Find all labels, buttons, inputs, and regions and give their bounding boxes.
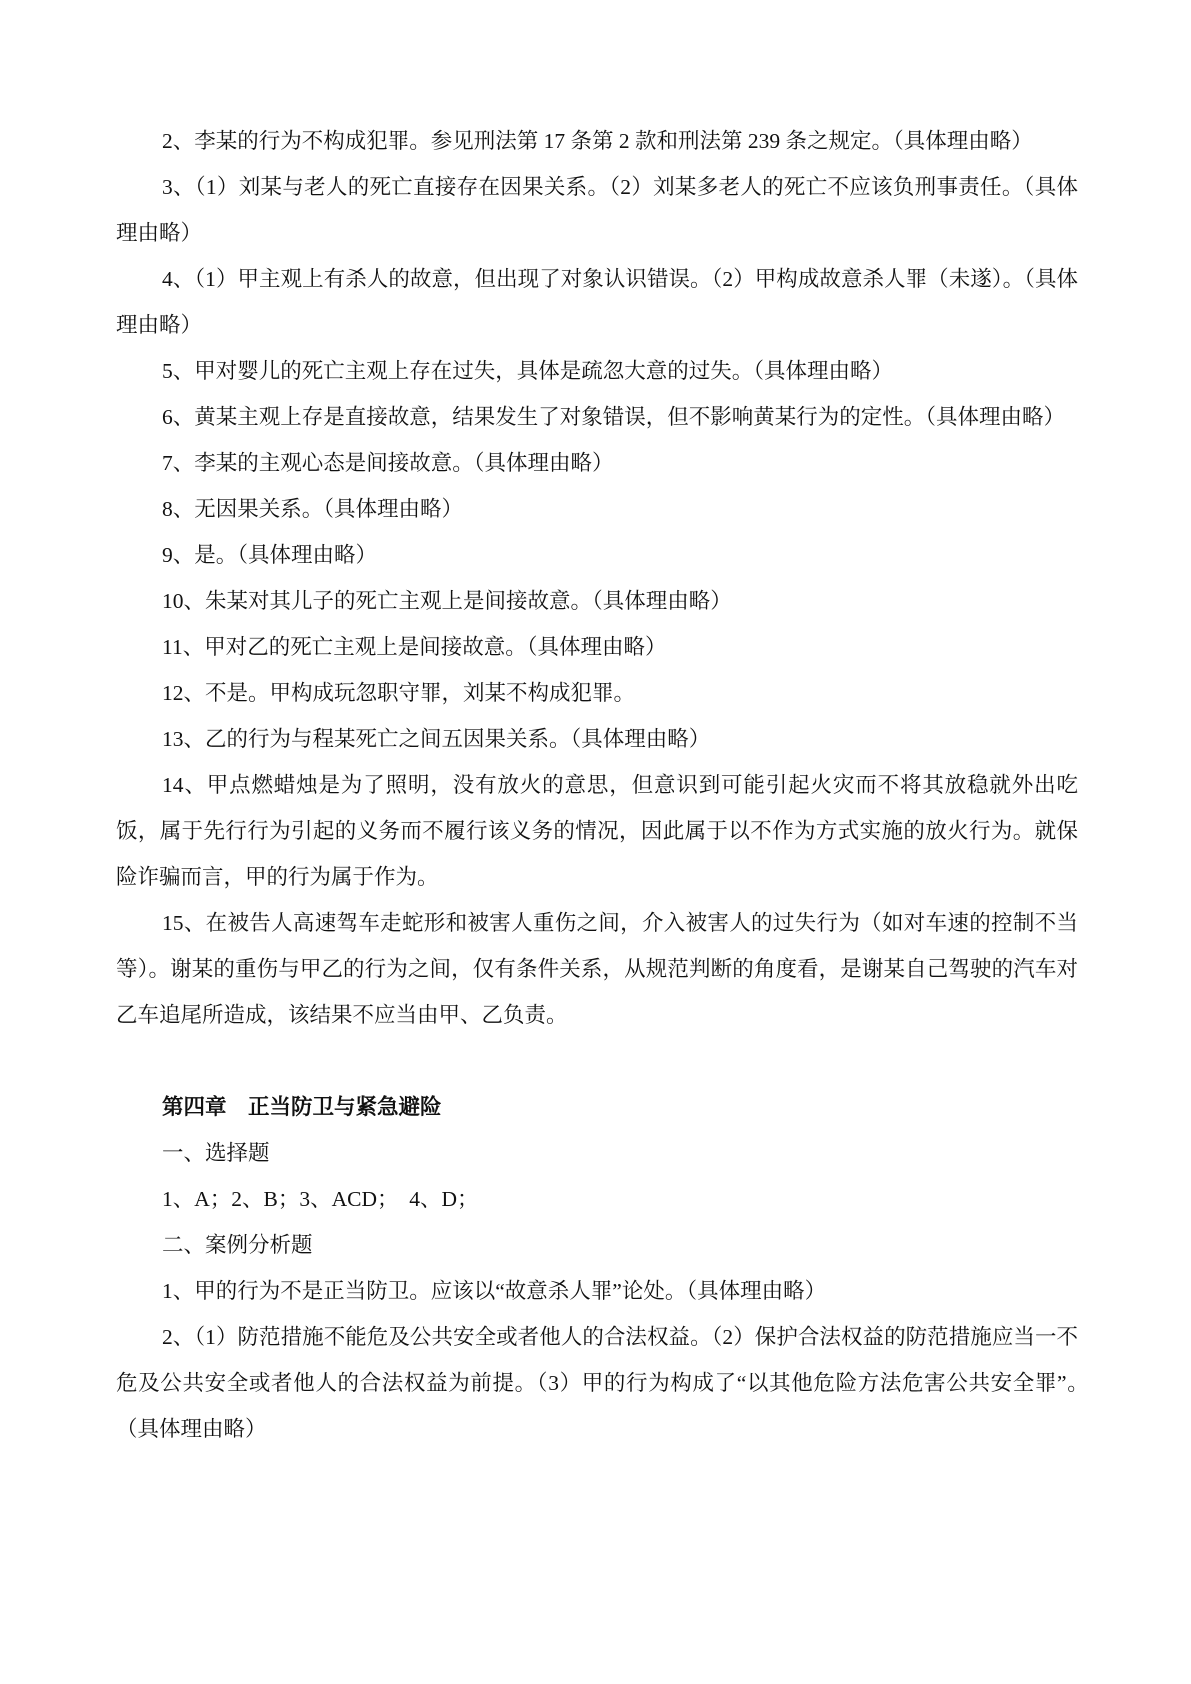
- section-spacer: [116, 1038, 1078, 1084]
- answer-paragraph: 7、李某的主观心态是间接故意。（具体理由略）: [162, 451, 614, 475]
- subsection-heading: 二、案例分析题: [162, 1233, 313, 1257]
- answer-paragraph: 12、不是。甲构成玩忽职守罪，刘某不构成犯罪。: [162, 681, 636, 705]
- answer-paragraph: 14、甲点燃蜡烛是为了照明，没有放火的意思，但意识到可能引起火灾而不将其放稳就外出吃饭，属于先行行为引起的义务而不履行该义务的情况，因此属于以不作为方式实施的放火行为。就保险诈骗而言，甲的行为属于作为。: [116, 773, 1078, 889]
- answer-paragraph: 2、（1）防范措施不能危及公共安全或者他人的合法权益。（2）保护合法权益的防范措施应当一不危及公共安全或者他人的合法权益为前提。（3）甲的行为构成了“以其他危险方法危害公共安全罪”。 （具体理由略）: [116, 1325, 1100, 1441]
- chapter-heading: 第四章 正当防卫与紧急避险: [162, 1095, 442, 1119]
- answer-paragraph: 8、无因果关系。（具体理由略）: [162, 497, 464, 521]
- answer-paragraph: 4、（1）甲主观上有杀人的故意，但出现了对象认识错误。（2）甲构成故意杀人罪（未遂）。（具体理由略）: [116, 267, 1078, 337]
- answer-paragraph: 13、乙的行为与程某死亡之间五因果关系。（具体理由略）: [162, 727, 711, 751]
- answer-paragraph: 10、朱某对其儿子的死亡主观上是间接故意。（具体理由略）: [162, 589, 732, 613]
- answer-paragraph: 11、甲对乙的死亡主观上是间接故意。（具体理由略）: [162, 635, 667, 659]
- answer-paragraph: 9、是。（具体理由略）: [162, 543, 378, 567]
- subsection-heading: 一、选择题: [162, 1141, 270, 1165]
- answer-paragraph: 3、（1）刘某与老人的死亡直接存在因果关系。（2）刘某多老人的死亡不应该负刑事责任。（具体理由略）: [116, 175, 1078, 245]
- document-body: [116, 118, 1100, 1452]
- answer-paragraph: 5、甲对婴儿的死亡主观上存在过失，具体是疏忽大意的过失。（具体理由略）: [162, 359, 894, 383]
- answer-paragraph: 6、黄某主观上存是直接故意，结果发生了对象错误，但不影响黄某行为的定性。（具体理由略）: [162, 405, 1066, 429]
- choice-answers: 1、A；2、B；3、ACD； 4、D；: [162, 1187, 479, 1211]
- answer-paragraph: 15、在被告人高速驾车走蛇形和被害人重伤之间，介入被害人的过失行为（如对车速的控制不当等）。谢某的重伤与甲乙的行为之间，仅有条件关系，从规范判断的角度看，是谢某自己驾驶的汽车对乙车追尾所造成，该结果不应当由甲、乙负责。: [116, 911, 1078, 1027]
- answer-paragraph: 2、李某的行为不构成犯罪。参见刑法第 17 条第 2 款和刑法第 239 条之规定。（具体理由略）: [162, 129, 1033, 153]
- answer-paragraph: 1、甲的行为不是正当防卫。应该以“故意杀人罪”论处。（具体理由略）: [162, 1279, 827, 1303]
